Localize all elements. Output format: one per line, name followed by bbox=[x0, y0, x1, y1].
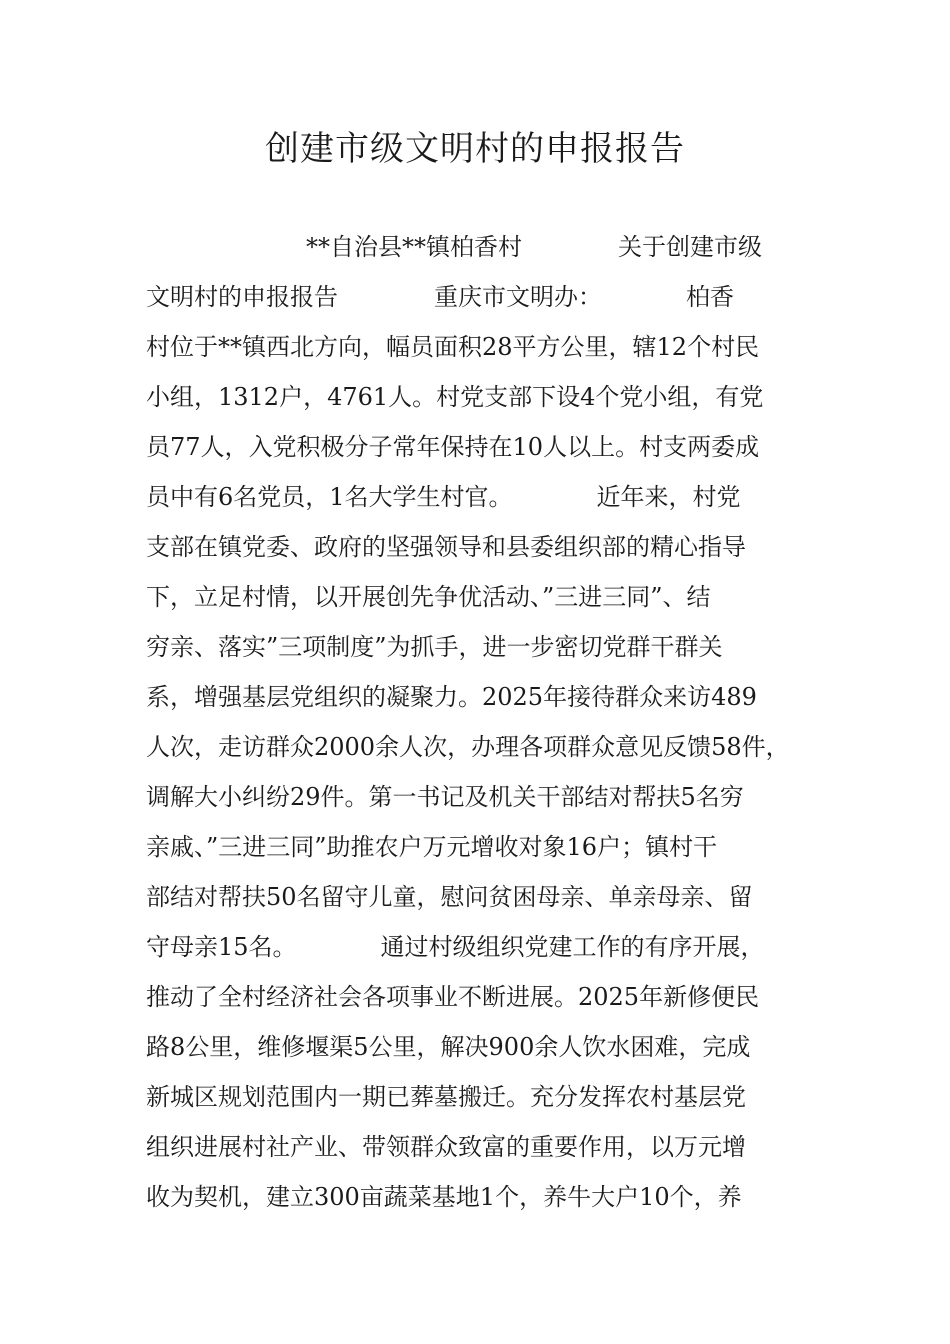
body-line: 守母亲15名。 通过村级组织党建工作的有序开展， bbox=[146, 933, 765, 961]
body-line: 村位于**镇西北方向，幅员面积28平方公里，辖12个村民 bbox=[146, 333, 760, 361]
body-line: 文明村的申报报告 重庆市文明办： 柏香 bbox=[146, 283, 734, 311]
body-line: 组织进展村社产业、带领群众致富的重要作用，以万元增 bbox=[146, 1133, 746, 1161]
body-line: 小组，1312户，4761人。村党支部下设4个党小组，有党 bbox=[146, 383, 764, 411]
body-line: 下，立足村情，以开展创先争优活动、”三进三同”、结 bbox=[146, 583, 711, 611]
body-line: 收为契机，建立300亩蔬菜基地1个，养牛大户10个，养 bbox=[146, 1183, 742, 1211]
document-title: 创建市级文明村的申报报告 bbox=[265, 129, 685, 169]
body-line: **自治县**镇柏香村 关于创建市级 bbox=[306, 233, 762, 261]
body-line: 亲戚、”三进三同”助推农户万元增收对象16户；镇村干 bbox=[146, 833, 718, 861]
body-line: 路8公里，维修堰渠5公里，解决900余人饮水困难，完成 bbox=[146, 1033, 751, 1061]
body-line: 推动了全村经济社会各项事业不断进展。2025年新修便民 bbox=[146, 983, 760, 1011]
body-line: 员77人，入党积极分子常年保持在10人以上。村支两委成 bbox=[146, 433, 760, 461]
body-line: 支部在镇党委、政府的坚强领导和县委组织部的精心指导 bbox=[146, 533, 746, 561]
body-line: 新城区规划范围内一期已葬墓搬迁。充分发挥农村基层党 bbox=[146, 1083, 746, 1111]
body-line: 系，增强基层党组织的凝聚力。2025年接待群众来访489 bbox=[146, 683, 757, 711]
body-line: 人次，走访群众2000余人次，办理各项群众意见反馈58件， bbox=[146, 733, 790, 761]
body-line: 穷亲、落实”三项制度”为抓手，进一步密切党群干群关 bbox=[146, 633, 723, 661]
body-line: 员中有6名党员，1名大学生村官。 近年来，村党 bbox=[146, 483, 741, 511]
body-line: 调解大小纠纷29件。第一书记及机关干部结对帮扶5名穷 bbox=[146, 783, 744, 811]
body-line: 部结对帮扶50名留守儿童，慰问贫困母亲、单亲母亲、留 bbox=[146, 883, 753, 911]
